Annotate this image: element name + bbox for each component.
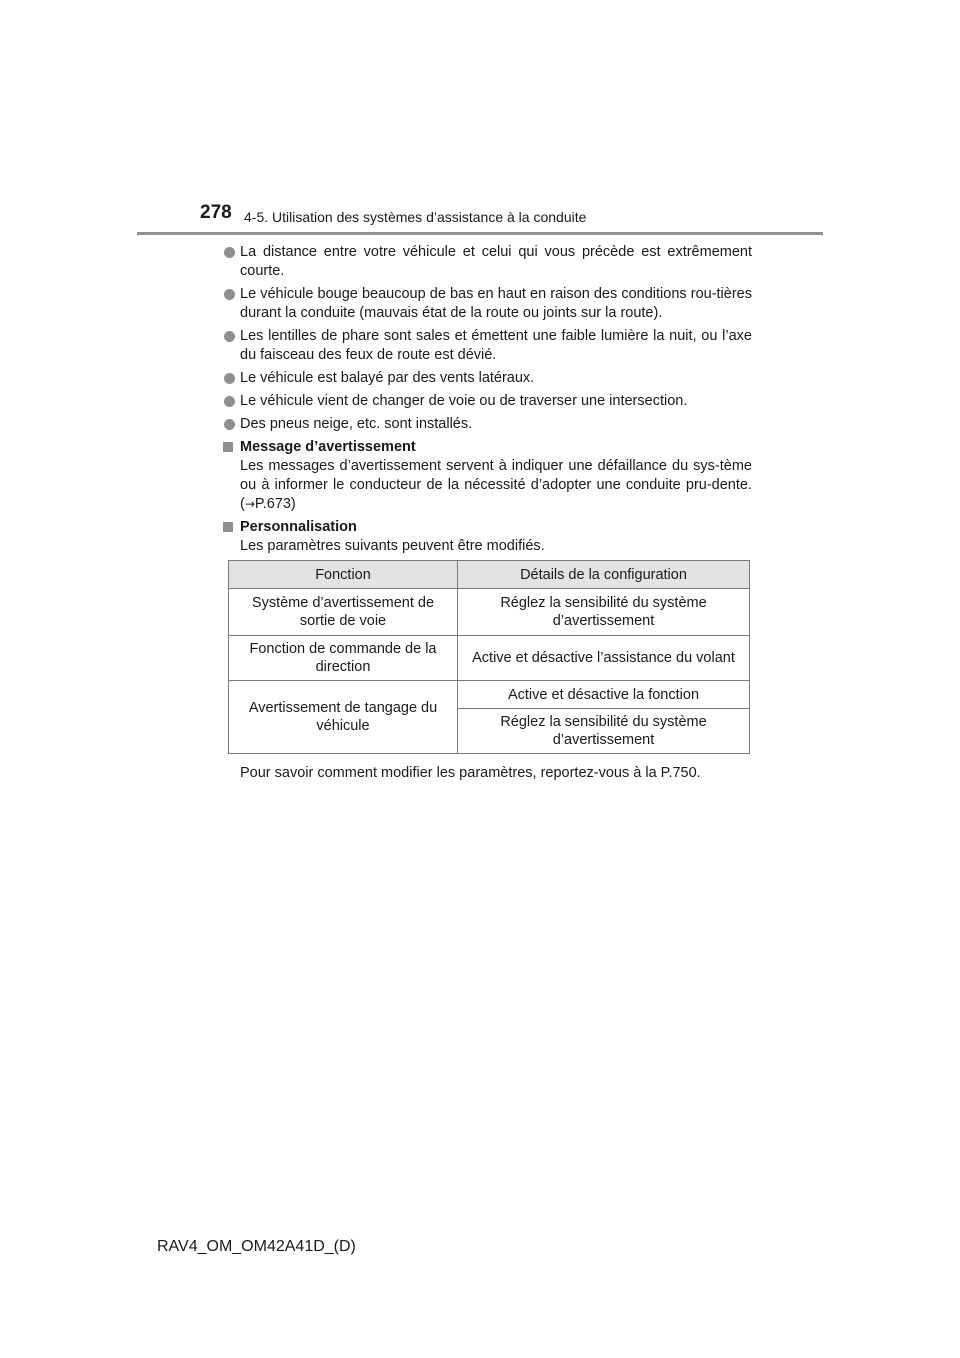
- main-content: [222, 243, 752, 560]
- table-row: [229, 589, 750, 636]
- bullet-text: Le véhicule bouge beaucoup de bas en haut en raison des conditions rou-tières durant la conduite (mauvais état de la route ou joints sur la route).: [240, 286, 752, 321]
- heading-text: Personnalisation: [240, 519, 357, 535]
- settings-note: Pour savoir comment modifier les paramètres, reportez-vous à la P.750.: [240, 765, 701, 781]
- square-bullet-icon: [223, 442, 233, 452]
- bullet-dot-icon: [224, 289, 235, 300]
- bullet-text: Des pneus neige, etc. sont installés.: [240, 416, 473, 432]
- bullet-dot-icon: [224, 331, 235, 342]
- table-row: [229, 636, 750, 681]
- column-header-function: Fonction: [229, 561, 458, 589]
- list-item: [222, 415, 752, 434]
- table-header-row: [229, 561, 750, 589]
- bullet-dot-icon: [224, 396, 235, 407]
- list-item: [222, 392, 752, 411]
- page-reference-link[interactable]: P.673): [254, 496, 296, 512]
- bullet-text: Le véhicule est balayé par des vents latéraux.: [240, 370, 535, 386]
- square-bullet-icon: [223, 522, 233, 532]
- column-header-details: Détails de la configuration: [458, 561, 750, 589]
- list-item: [222, 285, 752, 323]
- customization-heading: [222, 518, 752, 537]
- bullet-text: La distance entre votre véhicule et celui qui vous précède est extrêmement courte.: [240, 244, 752, 279]
- bullet-text: Le véhicule vient de changer de voie ou de traverser une intersection.: [240, 393, 688, 409]
- bullet-text: Les lentilles de phare sont sales et émettent une faible lumière la nuit, ou l’axe du faisceau des feux de route est dévié.: [240, 328, 752, 363]
- bullet-dot-icon: [224, 247, 235, 258]
- details-cell: Réglez la sensibilité du système d’avertissement: [458, 709, 750, 754]
- bullet-dot-icon: [224, 419, 235, 430]
- warning-message-heading: [222, 438, 752, 457]
- details-cell: Active et désactive la fonction: [458, 681, 750, 709]
- document-code: RAV4_OM_OM42A41D_(D): [157, 1238, 356, 1255]
- heading-text: Message d’avertissement: [240, 439, 416, 455]
- details-cell: Réglez la sensibilité du système d’avertissement: [458, 589, 750, 636]
- details-cell: Active et désactive l’assistance du volant: [458, 636, 750, 681]
- header-divider: [137, 232, 823, 235]
- customization-text: [222, 537, 752, 556]
- function-cell: Avertissement de tangage du véhicule: [229, 681, 458, 754]
- bullet-dot-icon: [224, 373, 235, 384]
- section-title: 4-5. Utilisation des systèmes d’assistance à la conduite: [244, 209, 587, 225]
- warning-message-text: [222, 457, 752, 514]
- table-row: [229, 681, 750, 709]
- function-cell: Système d’avertissement de sortie de voie: [229, 589, 458, 636]
- settings-table: [228, 560, 750, 754]
- function-cell: Fonction de commande de la direction: [229, 636, 458, 681]
- list-item: [222, 369, 752, 388]
- arrow-right-icon: →: [244, 497, 255, 511]
- list-item: [222, 327, 752, 365]
- list-item: [222, 243, 752, 281]
- paragraph-text: Les messages d’avertissement servent à indiquer une défaillance du sys-tème ou à informer le conducteur de la nécessité d’adopter une conduite pru-dente. (: [240, 458, 752, 512]
- page-number: 278: [200, 202, 232, 223]
- paragraph-text: Les paramètres suivants peuvent être modifiés.: [240, 538, 545, 554]
